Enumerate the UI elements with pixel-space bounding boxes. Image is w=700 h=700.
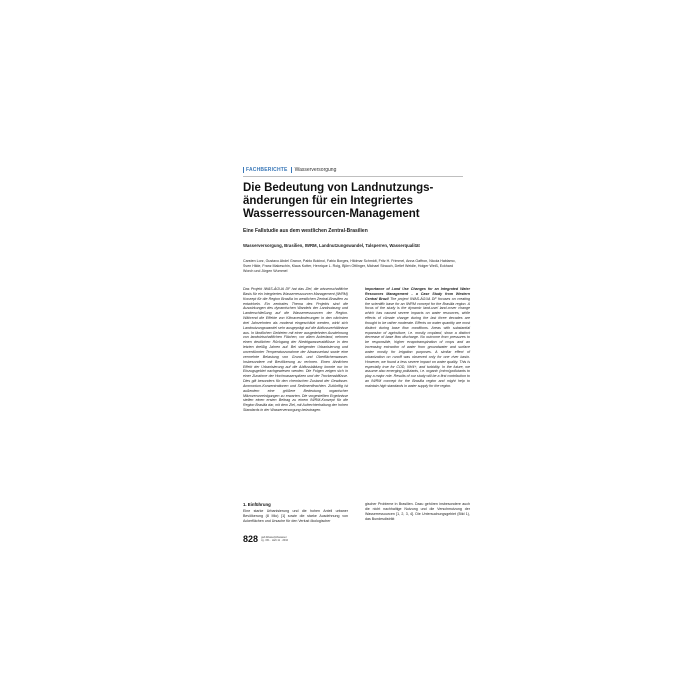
section-label: FACHBERICHTE (246, 167, 288, 173)
article-keywords: Wasserversorgung, Brasilien, IWRM, Landnutzungswandel, Talsperren, Wasserqualität (243, 243, 420, 248)
abstract-german: Das Projekt IWAS-ÁGUA DF hat das Ziel, die wissenschaftliche Basis für ein Integriertes Wasserressourcen Management (IWRM) Konzept für die Region Brasilia im westlichen Zentral-Brasilien zu entwickeln. Ein zentrales Thema des Projekts sind die Auswirkungen des dynamischen Wandels der Landnutzung und Landerschließung auf die Wasserressourcen der Region. Während die Effekte von Klimaveränderungen in den nächsten drei Jahrzehnten als moderat eingeschätzt werden, wirkt sich Landnutzungswandel sehr ausgeprägt auf die Abflussverhältnisse aus. In ländlichen Gebieten mit einer ausgedehnten Ausdehnung von landwirtschaftlichen Flächen, vor allem Ackerland, nehmen einen deutlichen Rückgang der Niedrigwasserabflüsse in den letzten dreißig Jahren auf. Bei steigender Urbanisierung und unverdünnter Temperaturzunahme der Abwasserlast sowie eine vermehrte Belastung von Grund- und Oberflächenwasser. Insbesondere mit Bevölkerung zu rechnen. Einen ähnlichen Effekt der Urbanisierung auf die Abflussbildung konnte nur im Einzugsgebiet nachgewiesen werden. Die Folgen zeigen sich in einer Zunahme der Hochwasserspitzen und der Trockenabflüsse. Dies gilt besonders für den chemischen Zustand der Gewässer. Ammonium-Konzentrationen und Sedimentfrachten. Zukünftig ist außerdem eine größere Bedeutung organischer Mikroverunreinigungen zu erwarten. Die vorgestellten Ergebnisse stellen einen ersten Beitrag zu einem IWRM-Konzept für die Region Brasilia dar, mit dem Ziel, mit Aufrechterhaltung der hohen Standards in der Wasserversorgung beizutragen. (243, 287, 348, 413)
section-marker (243, 167, 244, 173)
journal-issue: Jg. 151 · Heft 11 · 2010 (261, 539, 289, 542)
page-number: 828 (243, 534, 259, 544)
section-divider (291, 167, 292, 173)
article-authors: Carsten Lorz, Gustavo Abdel Granor, Pablo Bokinoi, Fabio Borges, Hildmar Schmidt, Fritz H. Frimmel, Anna Gaffron, Nicola Hablamo, Sven Hilde, Franz Makeschin, Klaus Kotter, Henrique L. Roig, Björn Ottlinger, Michael Strauch, Detlef Weidle, Holger Weiß, Eckhard Worch und Jürgen Wummel (243, 259, 456, 273)
page-footer (243, 534, 288, 544)
article-title: Die Bedeutung von Landnutzungs-änderungen für ein Integriertes Wasserressourcen-Management (243, 182, 434, 220)
body-text-right: gischer Probleme in Brasilien. Dazu gehören insbesondere auch die nicht nachhaltige Nutzung und die Verschmutzung der Wasserressourcen [1, 2, 3, 4]. Die Untersuchungsgebiet (Bild 1), das Bundesdistrikt (365, 502, 470, 521)
abstract-english (365, 287, 470, 389)
section-header (243, 167, 336, 173)
abstract-english-text: The project IWAS-ÁGUA DF focuses on creating the scientific base for an IWRM concept for the Brasilia region. A focus of the study is the dynamic land-use/ land-cover change which has caused severe impacts on water resources, while effects of climate change during the last three decades are thought to be rather moderate. Effects on water quantity are most distinct during base flow conditions. Areas with substantial expansion of agriculture, i.e. mostly cropland, show a distinct decrease of base flow discharge. No outcome from pressures to be responsible, higher evapotranspiration of crops and an increasing extraction of water from groundwater and surface water mostly for irrigation purposes. A similar effect of urbanization on runoff was observed only for one river basin. However, we found a less severe impact on water quality. This is especially true for COD, NH4+, and turbidity. In the future, we assume also emerging pollutants, i.e. organic (micro)pollutants to play a major role. Results of our study will be a first contribution to an IWRM concept for the Brasilia region and might help to maintain high standards in water supply for the region. (365, 296, 471, 388)
subsection-label: Wasserversorgung (294, 167, 337, 173)
header-rule (243, 176, 463, 177)
abstract-english-heading: Importance of Land Use Changes for an Integrated Water Resources Management – a Case Study from Western Central Brazil (365, 287, 470, 301)
body-column-right (365, 502, 470, 522)
journal-name: gwf-Wasser|Abwasser (261, 535, 287, 539)
article-subtitle: Eine Fallstudie aus dem westlichen Zentral-Brasilien (243, 228, 368, 234)
journal-info (261, 536, 288, 542)
section-heading: 1. Einführung (243, 502, 271, 507)
body-text-left: Eine starke Urbanisierung und die hohen Anteil urbaner Bevölkerung (8 Mio) [1] sowie die starke Ausdehnung von Ackerflächen und Ursache für den Verlust ökologischer (243, 509, 348, 523)
body-column-left (243, 502, 348, 524)
